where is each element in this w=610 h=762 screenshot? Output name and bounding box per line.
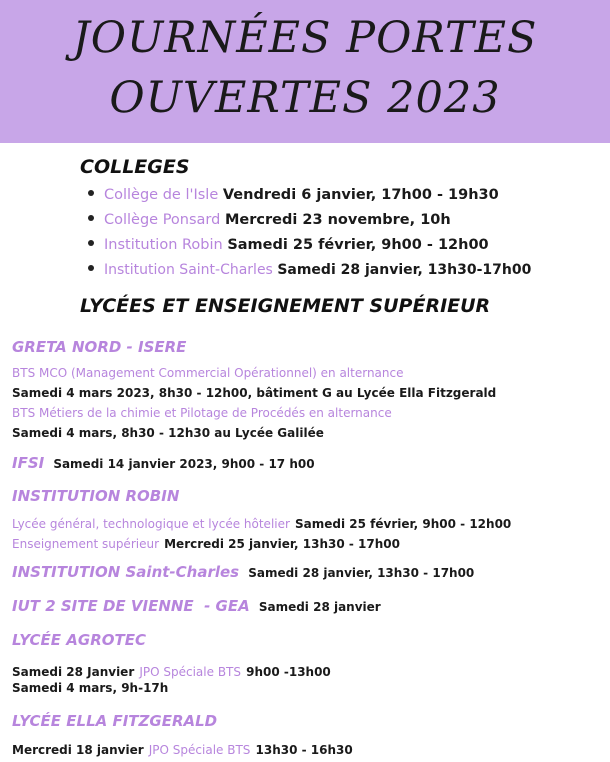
iut-date: Samedi 28 janvier (258, 600, 381, 614)
greta-title: GRETA NORD - ISERE (12, 338, 187, 356)
greta-bts1: BTS MCO (Management Commercial Opérationnel) en alternance (12, 366, 404, 380)
bullet-icon (88, 240, 94, 246)
robin-line-2 (12, 533, 400, 552)
bullet-icon (88, 190, 94, 196)
college-name: Collège de l'Isle (104, 187, 219, 203)
college-name: Institution Saint-Charles (104, 262, 273, 278)
college-name: Collège Ponsard (104, 212, 221, 228)
iut-title: IUT 2 SITE DE VIENNE - GEA (12, 597, 250, 615)
lycees-heading: LYCÉES ET ENSEIGNEMENT SUPÉRIEUR (80, 295, 491, 317)
title-line-2: OUVERTES 2023 (109, 73, 501, 123)
ella-line-1-date: Mercredi 18 janvier (12, 743, 144, 757)
agrotec-line-2: Samedi 4 mars, 9h-17h (12, 681, 169, 695)
ella-line-1 (12, 739, 353, 758)
saint-charles-row (12, 562, 474, 581)
saint-charles-date: Samedi 28 janvier, 13h30 - 17h00 (248, 566, 475, 580)
college-date: Mercredi 23 novembre, 10h (224, 212, 451, 228)
robin-line-2-label: Enseignement supérieur (12, 537, 160, 551)
ella-line-1-time: 13h30 - 16h30 (255, 743, 353, 757)
ifsi-title: IFSI (12, 454, 45, 472)
agrotec-line-1-time: 9h00 -13h00 (246, 665, 331, 679)
robin-title: INSTITUTION ROBIN (12, 487, 180, 505)
bullet-icon (88, 215, 94, 221)
college-item (88, 237, 489, 253)
agrotec-title: LYCÉE AGROTEC (12, 631, 146, 649)
ella-title: LYCÉE ELLA FITZGERALD (12, 712, 218, 730)
robin-line-2-date: Mercredi 25 janvier, 13h30 - 17h00 (164, 537, 400, 551)
college-item (88, 212, 451, 228)
agrotec-line-1-date: Samedi 28 Janvier (12, 665, 135, 679)
header-banner (0, 0, 610, 143)
colleges-heading: COLLEGES (80, 156, 190, 178)
college-date: Samedi 25 février, 9h00 - 12h00 (227, 237, 489, 253)
ella-line-1-label: JPO Spéciale BTS (148, 743, 251, 757)
greta-bts2: BTS Métiers de la chimie et Pilotage de Procédés en alternance (12, 406, 392, 420)
agrotec-line-1 (12, 661, 331, 680)
college-date: Vendredi 6 janvier, 17h00 - 19h30 (222, 187, 499, 203)
college-name: Institution Robin (104, 237, 223, 253)
greta-bts2-date: Samedi 4 mars, 8h30 - 12h30 au Lycée Galilée (12, 426, 324, 440)
iut-row (12, 596, 381, 615)
robin-line-1 (12, 513, 511, 532)
bullet-icon (88, 265, 94, 271)
agrotec-line-1-label: JPO Spéciale BTS (139, 665, 241, 679)
college-date: Samedi 28 janvier, 13h30-17h00 (277, 262, 532, 278)
ifsi-row (12, 453, 315, 472)
page-title (0, 8, 610, 128)
title-line-1: JOURNÉES PORTES (72, 13, 538, 63)
robin-line-1-date: Samedi 25 février, 9h00 - 12h00 (295, 517, 512, 531)
robin-line-1-label: Lycée général, technologique et lycée hôtelier (12, 517, 290, 531)
college-item (88, 187, 499, 203)
ifsi-date: Samedi 14 janvier 2023, 9h00 - 17 h00 (53, 457, 315, 471)
college-item (88, 262, 531, 278)
saint-charles-title: INSTITUTION Saint-Charles (12, 563, 240, 581)
greta-bts1-date: Samedi 4 mars 2023, 8h30 - 12h00, bâtiment G au Lycée Ella Fitzgerald (12, 386, 497, 400)
